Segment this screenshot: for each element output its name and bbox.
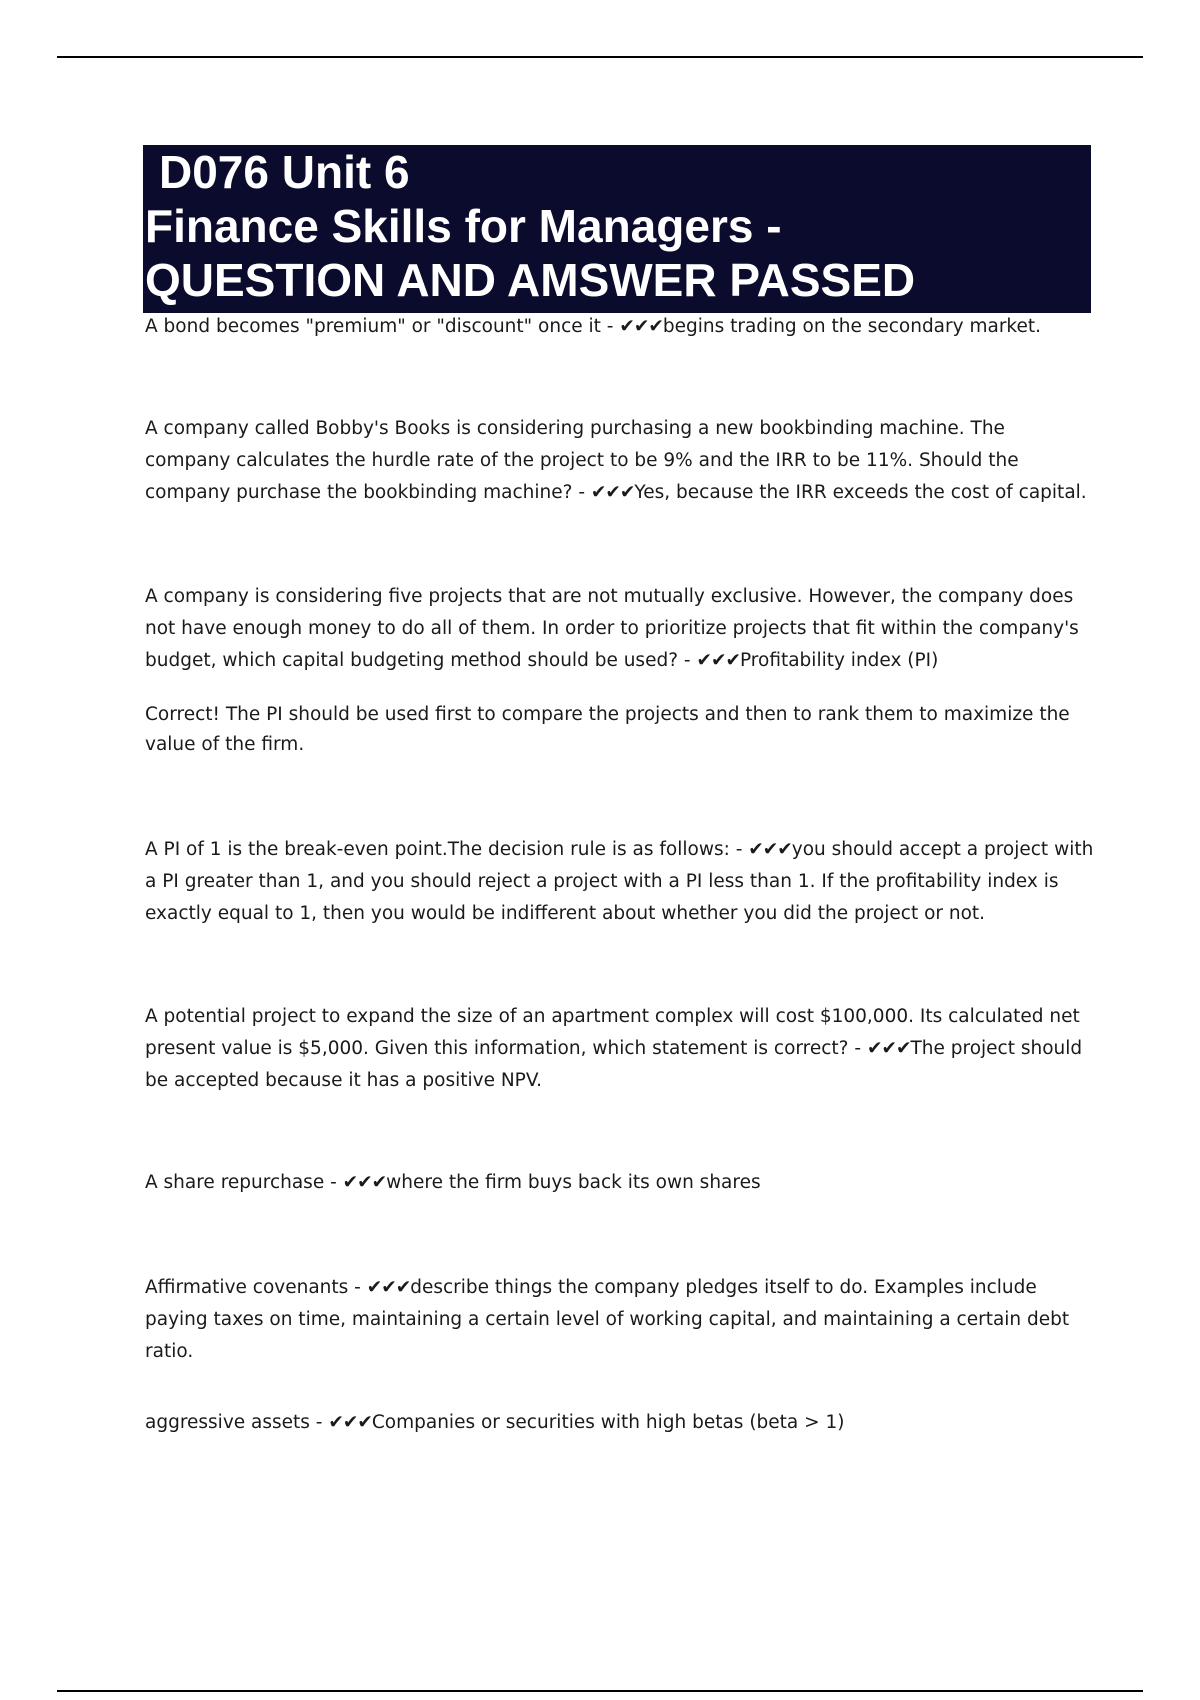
checkmark-icon: ✔✔✔: [619, 316, 663, 337]
question-text: A potential project to expand the size of an apartment complex will cost $100,000. Its calculated net present value is $5,000. Given this information, which statement is correct? -: [145, 1006, 1080, 1059]
bottom-rule: [57, 1690, 1143, 1692]
title-line-3: QUESTION AND AMSWER PASSED: [145, 254, 916, 306]
checkmark-icon: ✔✔✔: [366, 1277, 411, 1298]
title-line-1: D076 Unit 6: [159, 146, 410, 198]
qa-item-3: [145, 581, 1095, 677]
answer-text: where the firm buys back its own shares: [386, 1172, 761, 1193]
qa-item-2: [145, 413, 1095, 509]
answer-text: begins trading on the secondary market.: [662, 316, 1041, 337]
qa-item-8: [145, 1407, 1095, 1439]
question-text: A share repurchase -: [145, 1172, 343, 1193]
explanation-note: Correct! The PI should be used first to compare the projects and then to rank them to maximize the value of the firm.: [145, 704, 1070, 755]
qa-item-7: [145, 1272, 1095, 1368]
answer-text: The project should be accepted because it has a positive NPV.: [145, 1038, 1083, 1091]
question-text: A company is considering five projects that are not mutually exclusive. However, the company does not have enough money to do all of them. In order to prioritize projects that fit within the company's budget, which capital budgeting method should be used? -: [145, 586, 1079, 671]
question-text: A bond becomes "premium" or "discount" once it -: [145, 316, 620, 337]
checkmark-icon: ✔✔✔: [328, 1412, 372, 1433]
answer-text: you should accept a project with a PI greater than 1, and you should reject a project with a PI less than 1. If the profitability index is exactly equal to 1, then you would be indifferent about whether you did the project or not.: [145, 839, 1094, 924]
question-text: Affirmative covenants -: [145, 1277, 367, 1298]
answer-text: Companies or securities with high betas (beta > 1): [371, 1412, 845, 1433]
qa-item-6: [145, 1167, 1095, 1199]
checkmark-icon: ✔✔✔: [696, 650, 740, 671]
answer-text: Profitability index (PI): [739, 650, 939, 671]
title-line-2: Finance Skills for Managers -: [145, 200, 782, 252]
checkmark-icon: ✔✔✔: [866, 1038, 911, 1059]
checkmark-icon: ✔✔✔: [748, 839, 792, 860]
qa-item-5: [145, 1001, 1095, 1097]
question-text: aggressive assets -: [145, 1412, 329, 1433]
top-rule: [57, 56, 1143, 58]
question-text: A company called Bobby's Books is considering purchasing a new bookbinding machine. The company calculates the hurdle rate of the project to be 9% and the IRR to be 11%. Should the company purchase the bookbinding machine? -: [145, 418, 1019, 503]
title-banner: [143, 145, 1091, 313]
checkmark-icon: ✔✔✔: [590, 482, 635, 503]
qa-item-4: [145, 834, 1095, 930]
answer-text: Yes, because the IRR exceeds the cost of capital.: [634, 482, 1087, 503]
question-text: A PI of 1 is the break-even point.The decision rule is as follows: -: [145, 839, 749, 860]
answer-text: describe things the company pledges itself to do. Examples include paying taxes on time, maintaining a certain level of working capital, and maintaining a certain debt ratio.: [145, 1277, 1070, 1362]
checkmark-icon: ✔✔✔: [342, 1172, 387, 1193]
qa-item-1: [145, 311, 1095, 343]
